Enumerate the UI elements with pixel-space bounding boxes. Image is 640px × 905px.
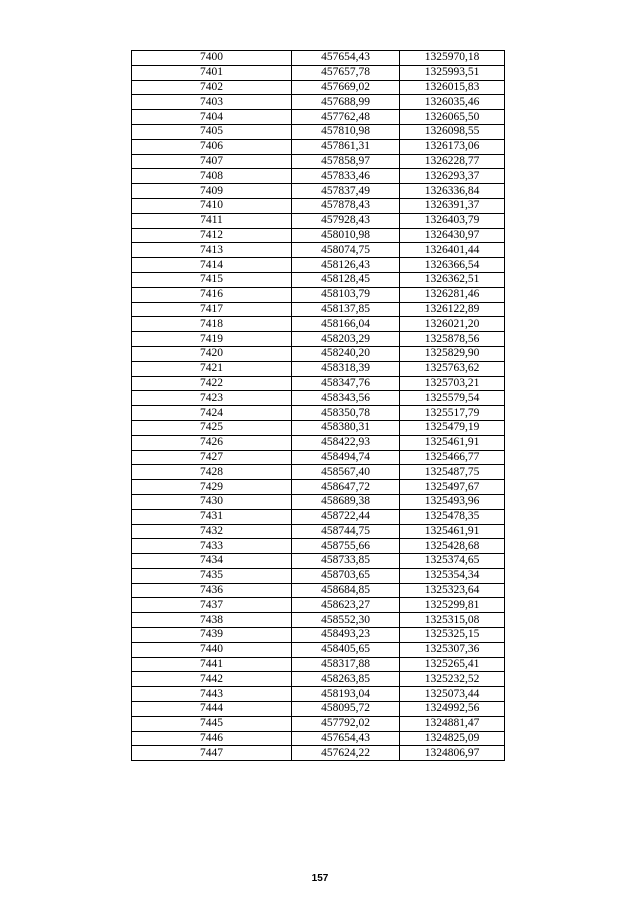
table-row [132,391,505,406]
point-number-cell: 7410 [132,198,292,213]
x-coordinate-cell: 458343,56 [292,391,400,406]
table-row [132,568,505,583]
point-number-cell: 7414 [132,258,292,273]
x-coordinate-cell: 458703,65 [292,568,400,583]
x-coordinate-cell: 458494,74 [292,450,400,465]
point-number-cell: 7427 [132,450,292,465]
point-number-cell: 7425 [132,420,292,435]
point-number-cell: 7431 [132,509,292,524]
x-coordinate-cell: 458552,30 [292,613,400,628]
point-number-cell: 7446 [132,731,292,746]
y-coordinate-cell: 1325478,35 [400,509,505,524]
y-coordinate-cell: 1325461,91 [400,524,505,539]
x-coordinate-cell: 458263,85 [292,672,400,687]
point-number-cell: 7429 [132,480,292,495]
x-coordinate-cell: 457688,99 [292,95,400,110]
table-row [132,731,505,746]
point-number-cell: 7428 [132,465,292,480]
point-number-cell: 7400 [132,51,292,66]
x-coordinate-cell: 457833,46 [292,169,400,184]
point-number-cell: 7416 [132,287,292,302]
y-coordinate-cell: 1326281,46 [400,287,505,302]
y-coordinate-cell: 1326228,77 [400,154,505,169]
x-coordinate-cell: 458203,29 [292,332,400,347]
table-row [132,361,505,376]
point-number-cell: 7432 [132,524,292,539]
x-coordinate-cell: 458318,39 [292,361,400,376]
y-coordinate-cell: 1326336,84 [400,184,505,199]
x-coordinate-cell: 458240,20 [292,346,400,361]
y-coordinate-cell: 1325993,51 [400,65,505,80]
y-coordinate-cell: 1325307,36 [400,642,505,657]
table-row [132,332,505,347]
table-row [132,509,505,524]
y-coordinate-cell: 1325479,19 [400,420,505,435]
y-coordinate-cell: 1325829,90 [400,346,505,361]
y-coordinate-cell: 1325232,52 [400,672,505,687]
point-number-cell: 7403 [132,95,292,110]
table-row [132,95,505,110]
table-row [132,258,505,273]
y-coordinate-cell: 1326021,20 [400,317,505,332]
x-coordinate-cell: 458347,76 [292,376,400,391]
table-row [132,80,505,95]
x-coordinate-cell: 458684,85 [292,583,400,598]
point-number-cell: 7447 [132,746,292,761]
table-row [132,583,505,598]
y-coordinate-cell: 1325878,56 [400,332,505,347]
point-number-cell: 7442 [132,672,292,687]
table-row [132,672,505,687]
table-row [132,376,505,391]
table-row [132,480,505,495]
y-coordinate-cell: 1325579,54 [400,391,505,406]
table-row [132,702,505,717]
table-row [132,687,505,702]
y-coordinate-cell: 1325265,41 [400,657,505,672]
y-coordinate-cell: 1326430,97 [400,228,505,243]
y-coordinate-cell: 1326293,37 [400,169,505,184]
y-coordinate-cell: 1324881,47 [400,716,505,731]
y-coordinate-cell: 1325970,18 [400,51,505,66]
x-coordinate-cell: 457669,02 [292,80,400,95]
point-number-cell: 7439 [132,628,292,643]
x-coordinate-cell: 457810,98 [292,124,400,139]
x-coordinate-cell: 458128,45 [292,272,400,287]
point-number-cell: 7436 [132,583,292,598]
point-number-cell: 7443 [132,687,292,702]
y-coordinate-cell: 1325323,64 [400,583,505,598]
point-number-cell: 7430 [132,494,292,509]
table-row [132,716,505,731]
point-number-cell: 7424 [132,406,292,421]
y-coordinate-cell: 1326391,37 [400,198,505,213]
table-row [132,110,505,125]
x-coordinate-cell: 458380,31 [292,420,400,435]
x-coordinate-cell: 458095,72 [292,702,400,717]
table-row [132,169,505,184]
x-coordinate-cell: 458166,04 [292,317,400,332]
table-row [132,287,505,302]
table-row [132,598,505,613]
x-coordinate-cell: 457861,31 [292,139,400,154]
point-number-cell: 7412 [132,228,292,243]
x-coordinate-cell: 458647,72 [292,480,400,495]
x-coordinate-cell: 458422,93 [292,435,400,450]
page-number: 157 [311,873,329,884]
table-row [132,435,505,450]
point-number-cell: 7420 [132,346,292,361]
y-coordinate-cell: 1325315,08 [400,613,505,628]
point-number-cell: 7418 [132,317,292,332]
y-coordinate-cell: 1326035,46 [400,95,505,110]
point-number-cell: 7417 [132,302,292,317]
table-row [132,65,505,80]
y-coordinate-cell: 1326173,06 [400,139,505,154]
coordinates-table [131,50,505,761]
point-number-cell: 7411 [132,213,292,228]
y-coordinate-cell: 1324992,56 [400,702,505,717]
point-number-cell: 7423 [132,391,292,406]
table-row [132,346,505,361]
point-number-cell: 7402 [132,80,292,95]
y-coordinate-cell: 1324825,09 [400,731,505,746]
point-number-cell: 7404 [132,110,292,125]
table-row [132,420,505,435]
table-row [132,302,505,317]
point-number-cell: 7434 [132,554,292,569]
point-number-cell: 7415 [132,272,292,287]
point-number-cell: 7401 [132,65,292,80]
y-coordinate-cell: 1326065,50 [400,110,505,125]
x-coordinate-cell: 458317,88 [292,657,400,672]
table-row [132,554,505,569]
x-coordinate-cell: 457792,02 [292,716,400,731]
y-coordinate-cell: 1326366,54 [400,258,505,273]
y-coordinate-cell: 1325354,34 [400,568,505,583]
table-row [132,198,505,213]
point-number-cell: 7422 [132,376,292,391]
y-coordinate-cell: 1326403,79 [400,213,505,228]
point-number-cell: 7438 [132,613,292,628]
x-coordinate-cell: 457928,43 [292,213,400,228]
point-number-cell: 7409 [132,184,292,199]
y-coordinate-cell: 1325073,44 [400,687,505,702]
x-coordinate-cell: 458755,66 [292,539,400,554]
x-coordinate-cell: 458405,65 [292,642,400,657]
table-row [132,184,505,199]
coordinates-table-body [132,51,505,761]
point-number-cell: 7437 [132,598,292,613]
table-row [132,657,505,672]
x-coordinate-cell: 458689,38 [292,494,400,509]
table-row [132,272,505,287]
table-row [132,746,505,761]
y-coordinate-cell: 1325487,75 [400,465,505,480]
table-row [132,317,505,332]
y-coordinate-cell: 1325428,68 [400,539,505,554]
x-coordinate-cell: 458744,75 [292,524,400,539]
table-row [132,450,505,465]
y-coordinate-cell: 1325299,81 [400,598,505,613]
point-number-cell: 7444 [132,702,292,717]
table-row [132,642,505,657]
x-coordinate-cell: 457654,43 [292,51,400,66]
point-number-cell: 7419 [132,332,292,347]
point-number-cell: 7445 [132,716,292,731]
table-row [132,524,505,539]
table-row [132,613,505,628]
table-row [132,213,505,228]
table-row [132,124,505,139]
y-coordinate-cell: 1325325,15 [400,628,505,643]
y-coordinate-cell: 1326015,83 [400,80,505,95]
y-coordinate-cell: 1326401,44 [400,243,505,258]
y-coordinate-cell: 1326122,89 [400,302,505,317]
point-number-cell: 7433 [132,539,292,554]
table-row [132,494,505,509]
x-coordinate-cell: 458567,40 [292,465,400,480]
y-coordinate-cell: 1325493,96 [400,494,505,509]
table-row [132,539,505,554]
y-coordinate-cell: 1324806,97 [400,746,505,761]
point-number-cell: 7408 [132,169,292,184]
x-coordinate-cell: 458350,78 [292,406,400,421]
point-number-cell: 7407 [132,154,292,169]
x-coordinate-cell: 458733,85 [292,554,400,569]
table-row [132,228,505,243]
x-coordinate-cell: 458722,44 [292,509,400,524]
x-coordinate-cell: 458103,79 [292,287,400,302]
y-coordinate-cell: 1325763,62 [400,361,505,376]
point-number-cell: 7413 [132,243,292,258]
table-row [132,628,505,643]
point-number-cell: 7421 [132,361,292,376]
point-number-cell: 7440 [132,642,292,657]
x-coordinate-cell: 458623,27 [292,598,400,613]
table-row [132,465,505,480]
table-row [132,51,505,66]
x-coordinate-cell: 458137,85 [292,302,400,317]
point-number-cell: 7406 [132,139,292,154]
x-coordinate-cell: 457762,48 [292,110,400,125]
y-coordinate-cell: 1325466,77 [400,450,505,465]
x-coordinate-cell: 458493,23 [292,628,400,643]
y-coordinate-cell: 1325703,21 [400,376,505,391]
point-number-cell: 7405 [132,124,292,139]
table-row [132,406,505,421]
y-coordinate-cell: 1326098,55 [400,124,505,139]
x-coordinate-cell: 457624,22 [292,746,400,761]
y-coordinate-cell: 1326362,51 [400,272,505,287]
table-row [132,243,505,258]
y-coordinate-cell: 1325517,79 [400,406,505,421]
x-coordinate-cell: 457878,43 [292,198,400,213]
x-coordinate-cell: 458010,98 [292,228,400,243]
y-coordinate-cell: 1325461,91 [400,435,505,450]
x-coordinate-cell: 457657,78 [292,65,400,80]
y-coordinate-cell: 1325497,67 [400,480,505,495]
x-coordinate-cell: 457837,49 [292,184,400,199]
x-coordinate-cell: 458074,75 [292,243,400,258]
x-coordinate-cell: 457858,97 [292,154,400,169]
x-coordinate-cell: 458193,04 [292,687,400,702]
table-row [132,154,505,169]
x-coordinate-cell: 458126,43 [292,258,400,273]
point-number-cell: 7426 [132,435,292,450]
point-number-cell: 7435 [132,568,292,583]
point-number-cell: 7441 [132,657,292,672]
table-row [132,139,505,154]
y-coordinate-cell: 1325374,65 [400,554,505,569]
x-coordinate-cell: 457654,43 [292,731,400,746]
